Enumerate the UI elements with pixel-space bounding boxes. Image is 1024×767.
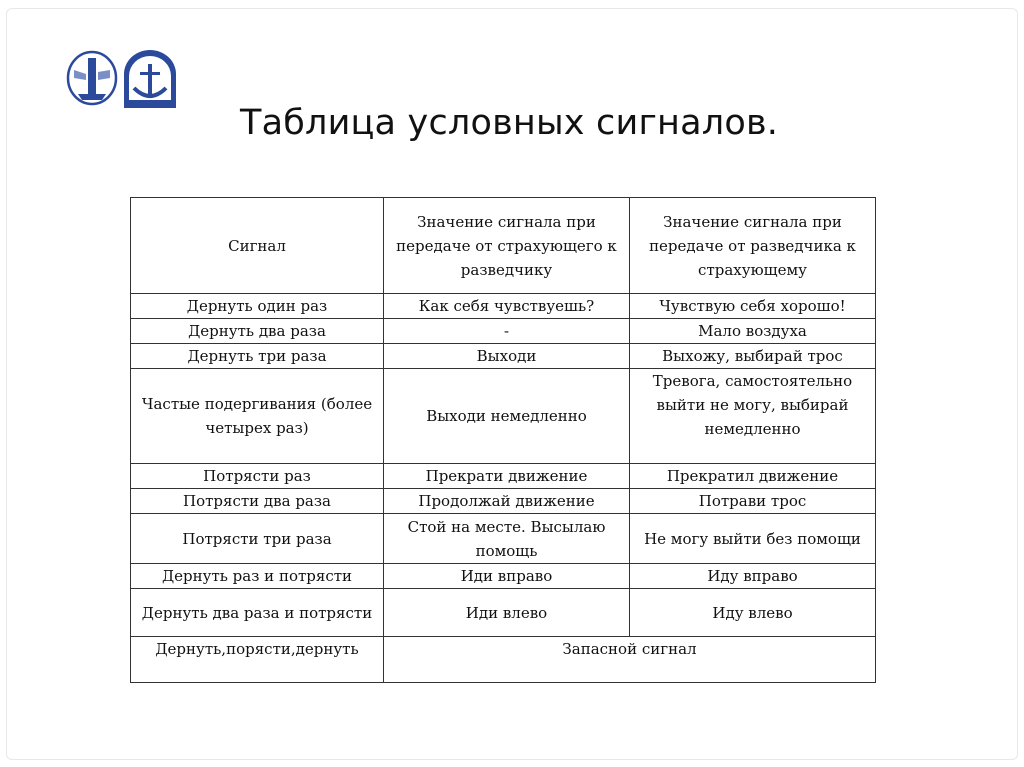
to-scout-cell: Выходи: [384, 344, 630, 369]
signals-table: [130, 197, 876, 683]
table-header-row: [131, 198, 876, 294]
reserve-signal-cell: Запасной сигнал: [384, 637, 876, 683]
to-scout-cell: -: [384, 319, 630, 344]
signal-cell: Дернуть,порясти,дернуть: [131, 637, 384, 683]
to-scout-cell: Как себя чувствуешь?: [384, 294, 630, 319]
to-scout-cell: Иди влево: [384, 589, 630, 637]
signal-cell: Дернуть три раза: [131, 344, 384, 369]
to-belayer-cell: Прекратил движение: [630, 464, 876, 489]
to-belayer-cell: Не могу выйти без помощи: [630, 514, 876, 564]
column-header-to-scout: Значение сигнала при передаче от страхующего к разведчику: [384, 198, 630, 294]
signal-cell: Дернуть раз и потрясти: [131, 564, 384, 589]
table-row: [131, 489, 876, 514]
to-belayer-cell: Иду влево: [630, 589, 876, 637]
table-row: [131, 514, 876, 564]
signal-cell: Потрясти два раза: [131, 489, 384, 514]
table-row-reserve: [131, 637, 876, 683]
column-header-to-belayer: Значение сигнала при передаче от разведчика к страхующему: [630, 198, 876, 294]
to-scout-cell: Продолжай движение: [384, 489, 630, 514]
logos: [64, 50, 184, 110]
table-row: [131, 319, 876, 344]
signal-cell: Потрясти три раза: [131, 514, 384, 564]
table-row: [131, 464, 876, 489]
signal-cell: Дернуть два раза и потрясти: [131, 589, 384, 637]
ship-anchor-emblem-icon: [124, 50, 176, 108]
page-title: Таблица условных сигналов.: [240, 103, 779, 143]
to-belayer-cell: Мало воздуха: [630, 319, 876, 344]
to-belayer-cell: Иду вправо: [630, 564, 876, 589]
signal-cell: Частые подергивания (более четырех раз): [131, 369, 384, 464]
to-scout-cell: Стой на месте. Высылаю помощь: [384, 514, 630, 564]
table-row: [131, 564, 876, 589]
to-scout-cell: Иди вправо: [384, 564, 630, 589]
table-row: [131, 294, 876, 319]
table-row: [131, 589, 876, 637]
table-row: [131, 344, 876, 369]
signal-cell: Потрясти раз: [131, 464, 384, 489]
institute-emblem-icon: [68, 52, 116, 104]
to-belayer-cell: Потрави трос: [630, 489, 876, 514]
to-belayer-cell: Чувствую себя хорошо!: [630, 294, 876, 319]
signal-cell: Дернуть два раза: [131, 319, 384, 344]
signal-cell: Дернуть один раз: [131, 294, 384, 319]
to-scout-cell: Прекрати движение: [384, 464, 630, 489]
to-belayer-cell: Тревога, самостоятельно выйти не могу, выбирай немедленно: [630, 369, 876, 464]
column-header-signal: Сигнал: [131, 198, 384, 294]
table-row: [131, 369, 876, 464]
to-scout-cell: Выходи немедленно: [384, 369, 630, 464]
to-belayer-cell: Выхожу, выбирай трос: [630, 344, 876, 369]
